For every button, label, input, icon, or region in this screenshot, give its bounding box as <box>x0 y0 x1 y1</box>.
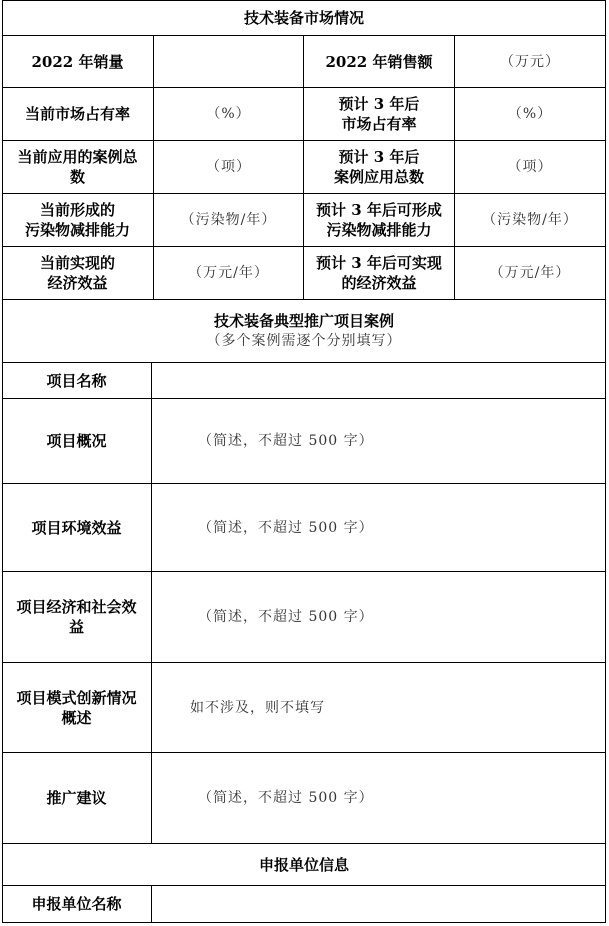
section-title-market: 技术装备市场情况 <box>243 9 364 27</box>
input-promotion-suggestion[interactable]: （简述，不超过 500 字） <box>198 790 374 806</box>
label-current-market-share: 当前市场占有率 <box>24 105 130 123</box>
input-2022-sales-volume[interactable] <box>154 36 303 87</box>
label-economic-social-benefit: 项目经济和社会效 益 <box>16 598 137 636</box>
input-applicant-name[interactable] <box>152 886 605 922</box>
label-promotion-suggestion: 推广建议 <box>46 789 107 807</box>
label-projected-reduction-capacity: 预计 3 年后可形成 污染物减排能力 <box>316 201 442 239</box>
section-title-applicant: 申报单位信息 <box>258 855 349 874</box>
input-current-reduction-capacity[interactable]: （污染物/年） <box>180 212 277 228</box>
label-applicant-name: 申报单位名称 <box>31 895 122 913</box>
label-current-economic-benefit: 当前实现的 经济效益 <box>39 254 115 292</box>
label-projected-case-count: 预计 3 年后 案例应用总数 <box>333 148 424 186</box>
input-project-overview[interactable]: （简述，不超过 500 字） <box>198 433 374 449</box>
input-projected-case-count[interactable]: （项） <box>507 159 553 175</box>
label-project-overview: 项目概况 <box>46 432 107 450</box>
label-2022-sales-amount: 2022 年销售额 <box>325 52 433 71</box>
table-border-right <box>605 0 606 923</box>
label-2022-sales-volume: 2022 年销量 <box>31 52 124 71</box>
label-projected-economic-benefit: 预计 3 年后可实现 的经济效益 <box>316 254 442 292</box>
input-projected-market-share[interactable]: （%） <box>507 106 553 122</box>
table-border-bottom <box>2 922 606 923</box>
section-title-cases-note: （多个案例需逐个分别填写） <box>206 333 402 349</box>
label-current-reduction-capacity: 当前形成的 污染物减排能力 <box>24 201 130 239</box>
input-2022-sales-amount[interactable]: （万元） <box>500 53 560 70</box>
section-title-cases <box>2 300 606 362</box>
input-model-innovation[interactable]: 如不涉及，则不填写 <box>190 699 325 716</box>
input-economic-social-benefit[interactable]: （简述，不超过 500 字） <box>198 609 374 625</box>
input-projected-economic-benefit[interactable]: （万元/年） <box>489 265 571 281</box>
label-project-name: 项目名称 <box>46 371 107 390</box>
input-project-name[interactable] <box>152 363 605 398</box>
input-current-market-share[interactable]: （%） <box>206 106 251 122</box>
label-environmental-benefit: 项目环境效益 <box>31 518 122 537</box>
input-current-economic-benefit[interactable]: （万元/年） <box>188 265 269 281</box>
section-title-cases-heading: 技术装备典型推广项目案例 <box>213 312 394 330</box>
input-current-case-count[interactable]: （项） <box>206 159 251 175</box>
input-environmental-benefit[interactable]: （简述，不超过 500 字） <box>198 519 374 536</box>
label-model-innovation: 项目模式创新情况 概述 <box>16 688 137 727</box>
input-projected-reduction-capacity[interactable]: （污染物/年） <box>482 212 578 228</box>
label-projected-market-share: 预计 3 年后 市场占有率 <box>338 95 420 133</box>
label-current-case-count: 当前应用的案例总 数 <box>17 148 138 186</box>
